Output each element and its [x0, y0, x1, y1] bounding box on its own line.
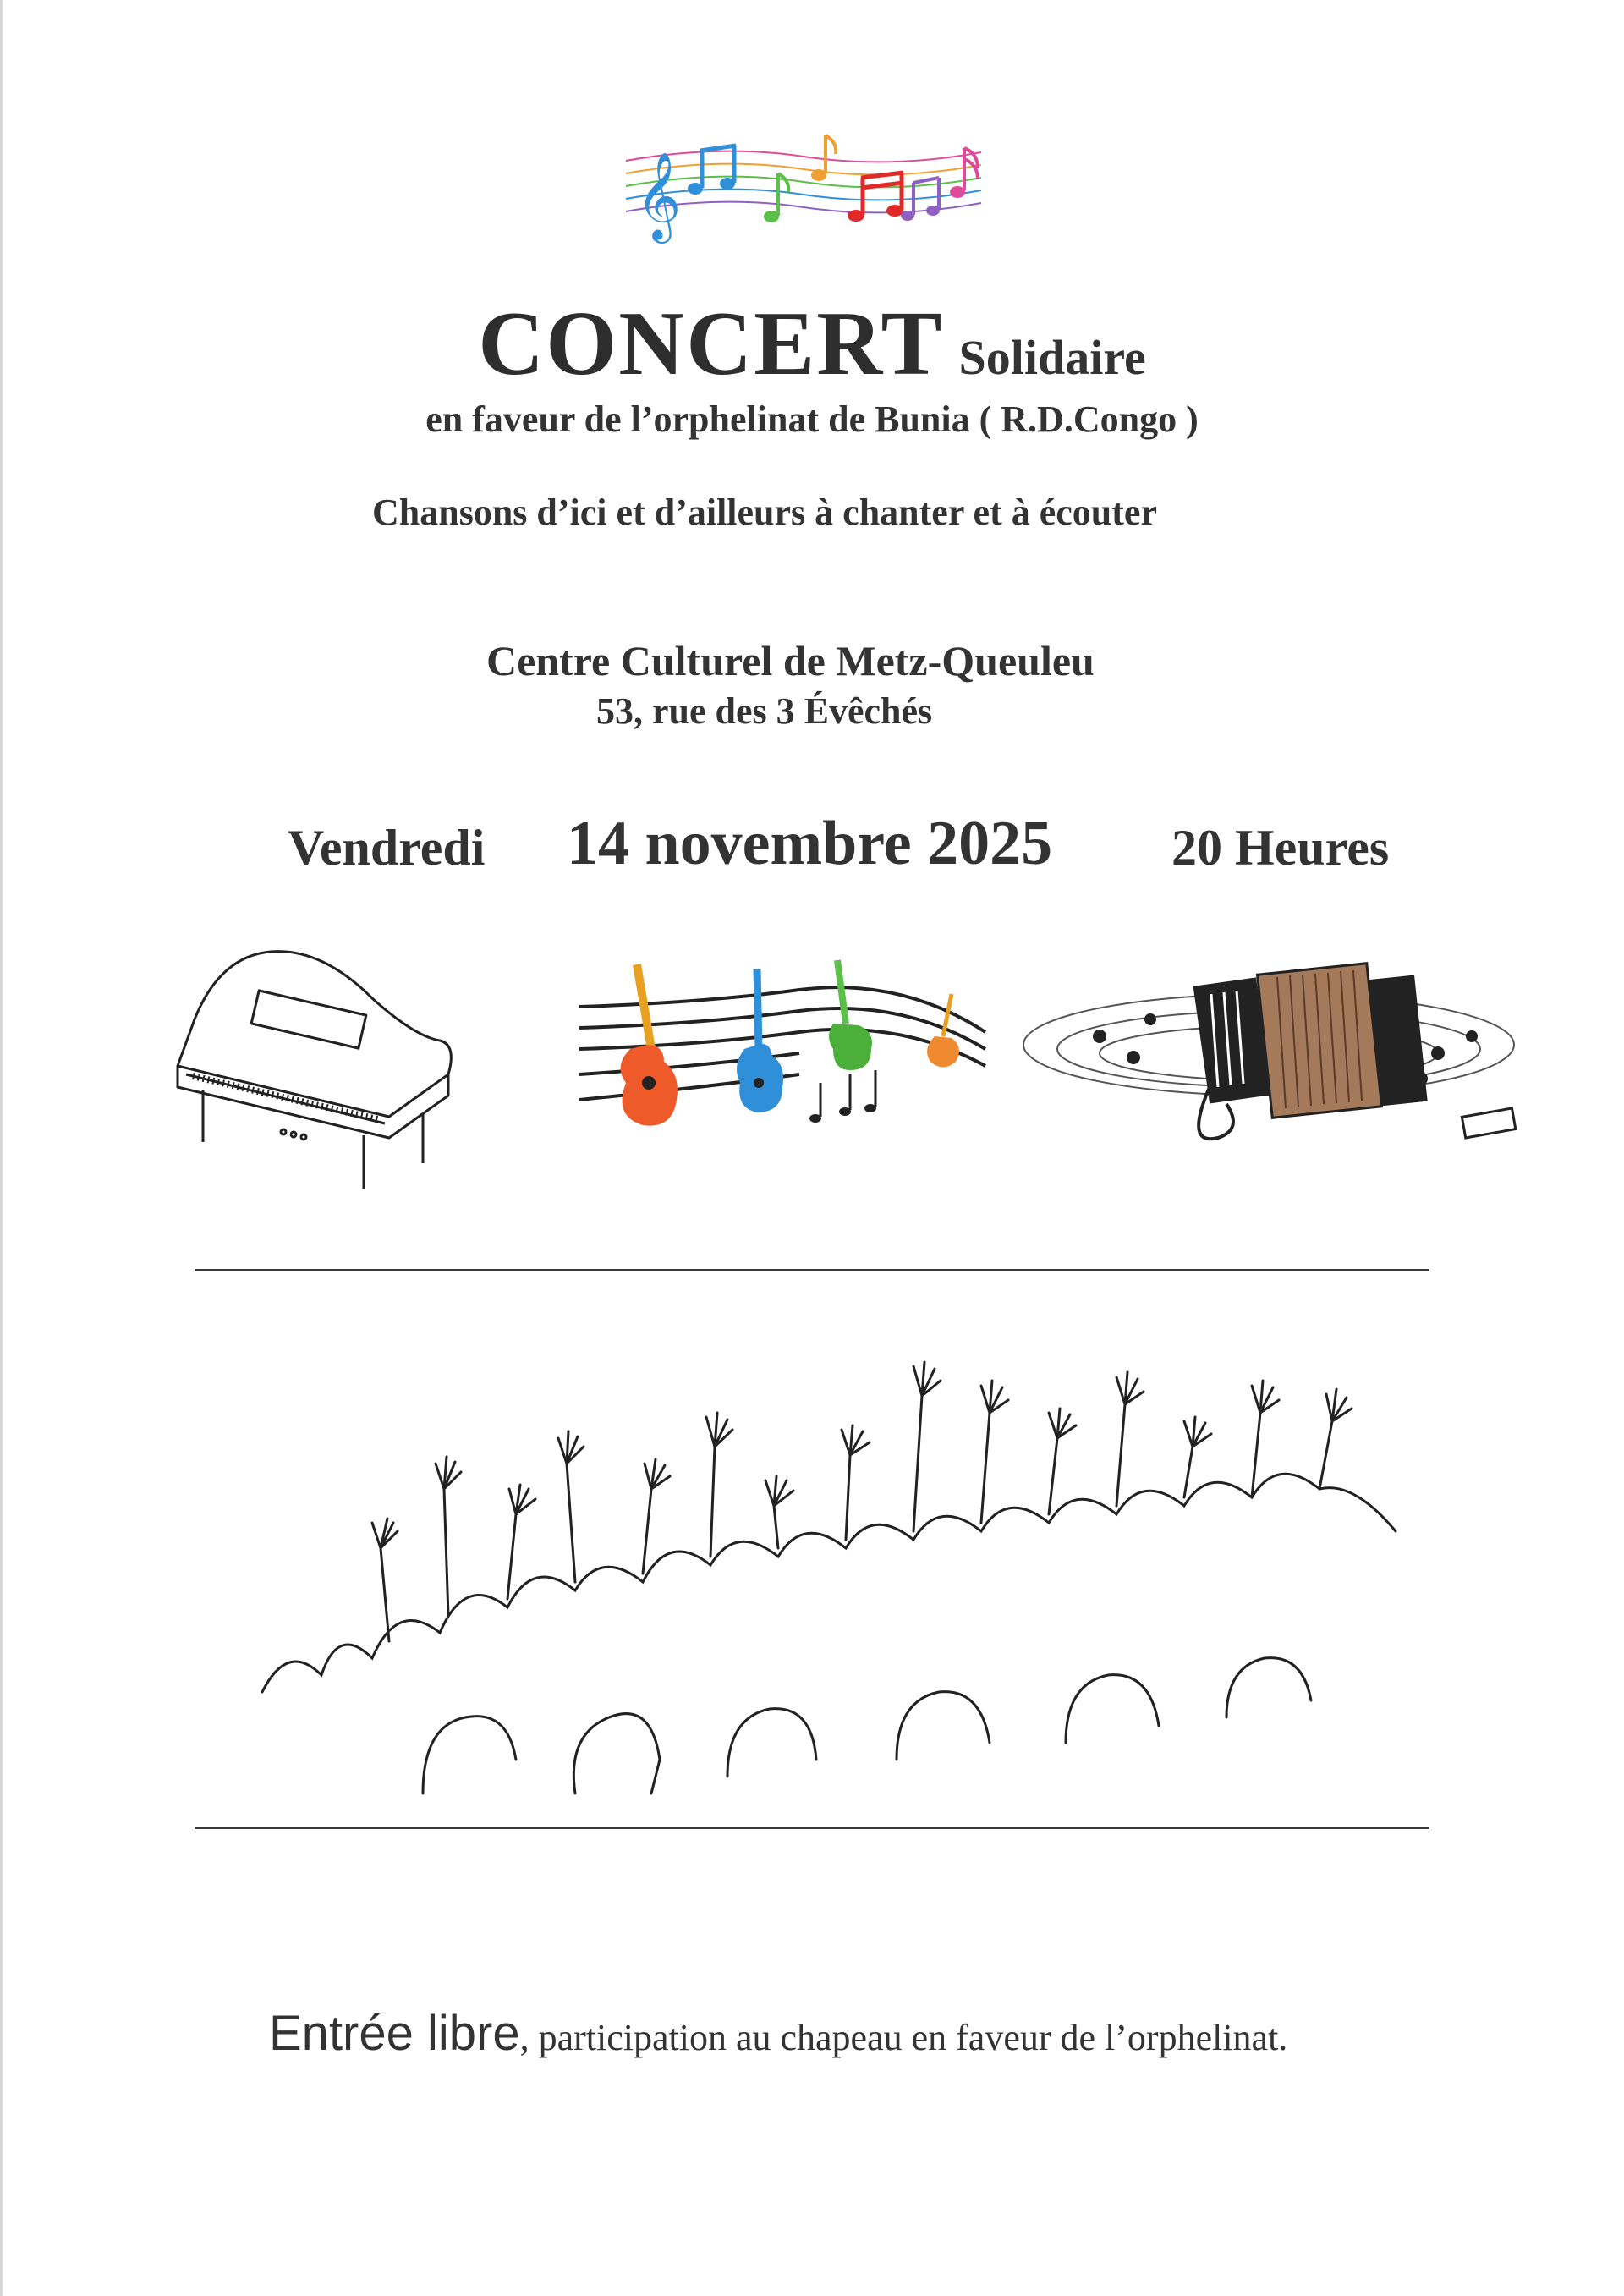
- event-date: 14 novembre 2025: [567, 809, 1053, 878]
- venue-address: 53, rue des 3 Évêchés: [596, 690, 933, 732]
- guitars-icon: [579, 956, 994, 1151]
- beneficiary-line: en faveur de l’orphelinat de Bunia ( R.D.Congo ): [425, 398, 1199, 440]
- title-main: CONCERT: [478, 294, 944, 394]
- footer-rest: , participation au chapeau en faveur de l’orphelinat.: [519, 2017, 1288, 2058]
- title-suffix: Solidaire: [958, 330, 1146, 385]
- crowd-icon: [254, 1320, 1404, 1810]
- divider-top: [195, 1269, 1429, 1271]
- venue-name: Centre Culturel de Metz-Queuleu: [486, 637, 1095, 684]
- piano-icon: [169, 939, 465, 1193]
- footer-lead: Entrée libre: [269, 2006, 520, 2061]
- svg-text:𝄞: 𝄞: [636, 151, 682, 240]
- event-time: 20 Heures: [1171, 820, 1390, 876]
- page-title: [0, 292, 1624, 397]
- accordion-icon: [1015, 943, 1531, 1155]
- divider-bottom: [195, 1827, 1429, 1829]
- footer-note: [269, 2005, 1287, 2062]
- program-line: Chansons d’ici et d’ailleurs à chanter et à écouter: [372, 492, 1157, 533]
- event-day: Vendredi: [288, 820, 486, 876]
- music-notes-banner-icon: [617, 127, 990, 245]
